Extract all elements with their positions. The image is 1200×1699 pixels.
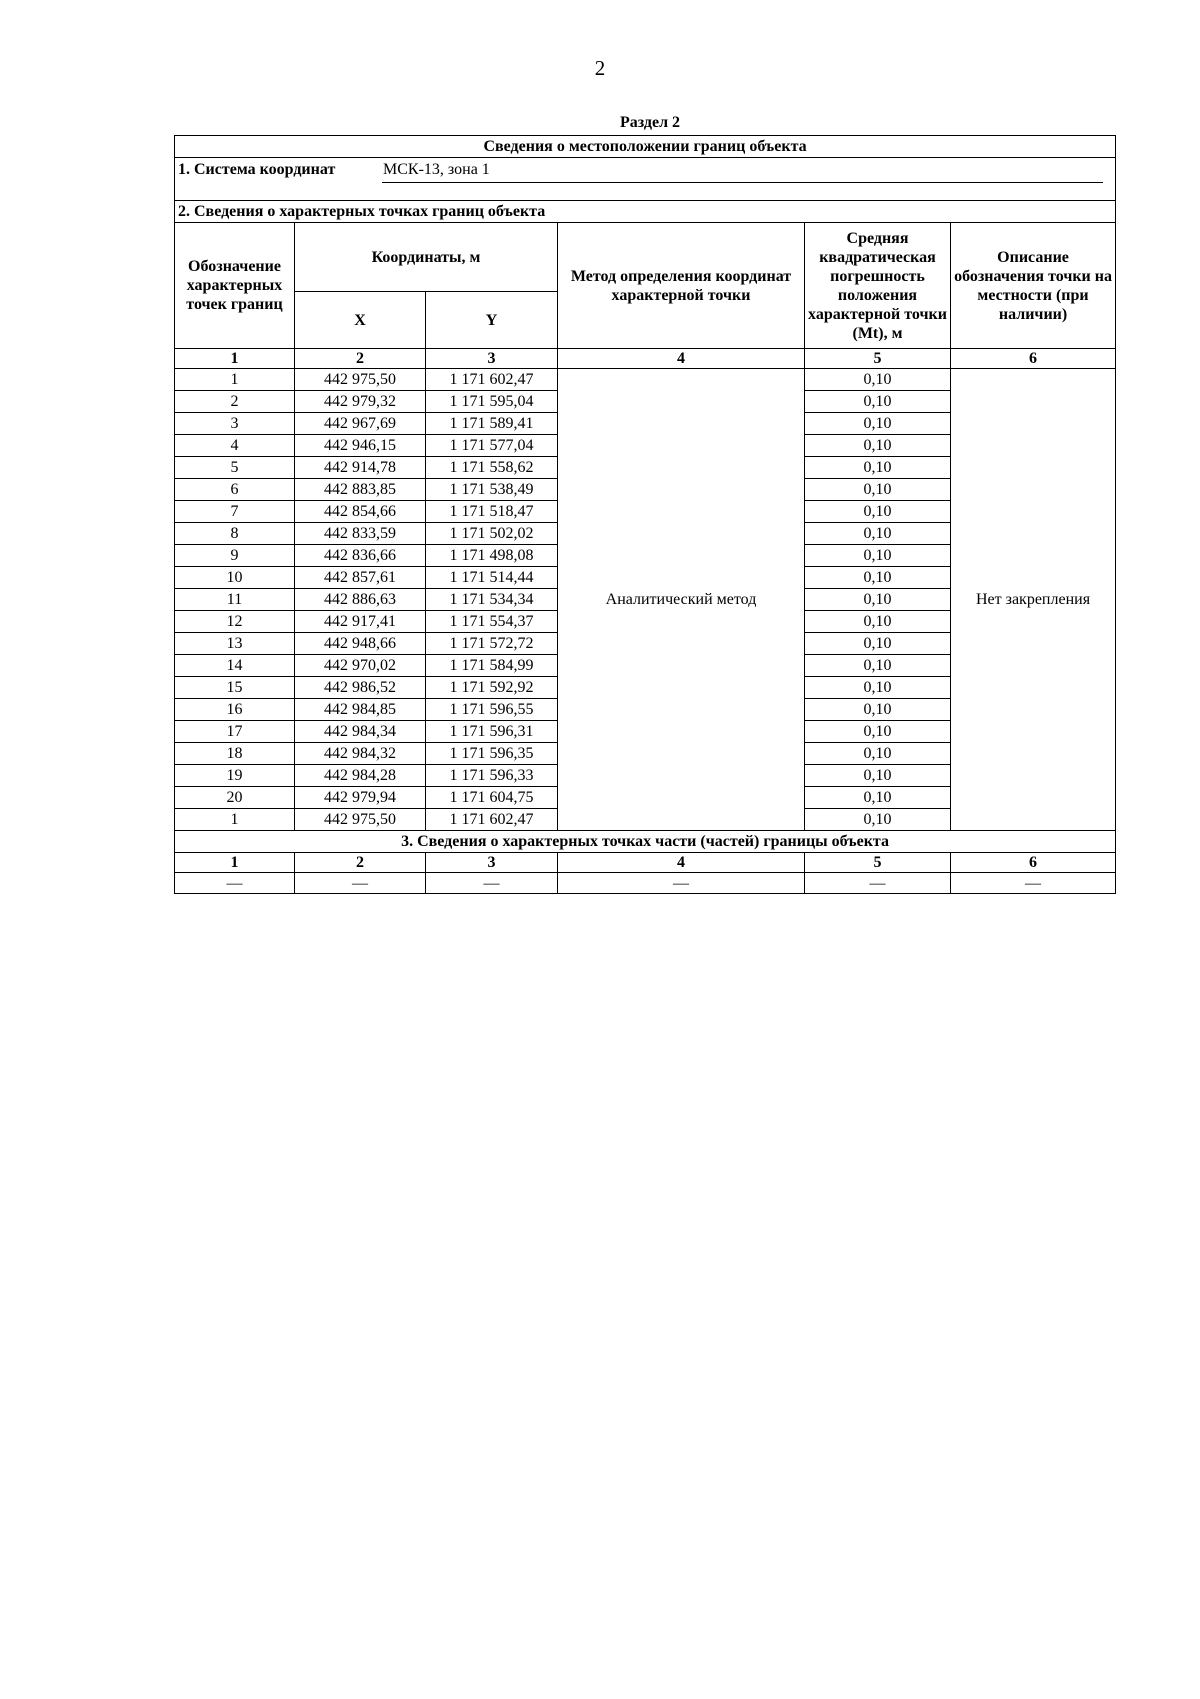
point-number: 6 — [175, 479, 295, 501]
part3-column-numbers-row — [175, 853, 1116, 873]
coord-x: 442 836,66 — [295, 545, 426, 567]
coord-y: 1 171 577,04 — [426, 435, 558, 457]
error-value: 0,10 — [805, 677, 951, 699]
coord-x: 442 984,34 — [295, 721, 426, 743]
coord-x: 442 967,69 — [295, 413, 426, 435]
coord-x: 442 883,85 — [295, 479, 426, 501]
page-number: 2 — [594, 56, 606, 80]
point-number: 13 — [175, 633, 295, 655]
column-number: 2 — [295, 349, 426, 369]
coord-y: 1 171 558,62 — [426, 457, 558, 479]
empty-value: — — [175, 873, 295, 894]
column-number: 6 — [951, 349, 1116, 369]
point-number: 4 — [175, 435, 295, 457]
header-error: Средняя квадратическая погрешность положения характерной точки (Mt), м — [805, 223, 951, 349]
error-value: 0,10 — [805, 655, 951, 677]
method-cell: Аналитический метод — [558, 369, 805, 831]
column-number: 3 — [426, 853, 558, 873]
column-number: 4 — [558, 349, 805, 369]
point-number: 20 — [175, 787, 295, 809]
point-number: 12 — [175, 611, 295, 633]
coord-system-cell — [175, 158, 1116, 201]
column-numbers-row — [175, 349, 1116, 369]
error-value: 0,10 — [805, 435, 951, 457]
coord-y: 1 171 596,31 — [426, 721, 558, 743]
boundary-table-wrapper — [174, 135, 1115, 894]
empty-value: — — [805, 873, 951, 894]
point-number: 16 — [175, 699, 295, 721]
coord-y: 1 171 518,47 — [426, 501, 558, 523]
header-method: Метод определения координат характерной точки — [558, 223, 805, 349]
coord-y: 1 171 596,35 — [426, 743, 558, 765]
coord-y: 1 171 498,08 — [426, 545, 558, 567]
coord-x: 442 975,50 — [295, 809, 426, 831]
column-number: 3 — [426, 349, 558, 369]
point-number: 5 — [175, 457, 295, 479]
point-number: 11 — [175, 589, 295, 611]
point-number: 1 — [175, 369, 295, 391]
error-value: 0,10 — [805, 809, 951, 831]
column-number: 4 — [558, 853, 805, 873]
empty-value: — — [951, 873, 1116, 894]
coord-y: 1 171 514,44 — [426, 567, 558, 589]
description-cell: Нет закрепления — [951, 369, 1116, 831]
section-title: Раздел 2 — [619, 114, 681, 131]
coord-x: 442 979,32 — [295, 391, 426, 413]
error-value: 0,10 — [805, 589, 951, 611]
error-value: 0,10 — [805, 545, 951, 567]
coord-y: 1 171 592,92 — [426, 677, 558, 699]
error-value: 0,10 — [805, 743, 951, 765]
coord-y: 1 171 595,04 — [426, 391, 558, 413]
empty-value: — — [295, 873, 426, 894]
error-value: 0,10 — [805, 391, 951, 413]
coord-x: 442 946,15 — [295, 435, 426, 457]
coord-x: 442 886,63 — [295, 589, 426, 611]
coord-x: 442 984,32 — [295, 743, 426, 765]
coord-y: 1 171 604,75 — [426, 787, 558, 809]
coord-x: 442 833,59 — [295, 523, 426, 545]
coord-x: 442 917,41 — [295, 611, 426, 633]
error-value: 0,10 — [805, 457, 951, 479]
point-number: 15 — [175, 677, 295, 699]
header-coords: Координаты, м — [295, 223, 558, 292]
point-number: 9 — [175, 545, 295, 567]
coord-x: 442 979,94 — [295, 787, 426, 809]
column-number: 2 — [295, 853, 426, 873]
error-value: 0,10 — [805, 699, 951, 721]
point-number: 1 — [175, 809, 295, 831]
point-number: 2 — [175, 391, 295, 413]
coord-x: 442 984,85 — [295, 699, 426, 721]
error-value: 0,10 — [805, 523, 951, 545]
part2-title: 2. Сведения о характерных точках границ объекта — [175, 201, 1116, 223]
point-number: 3 — [175, 413, 295, 435]
coord-x: 442 948,66 — [295, 633, 426, 655]
error-value: 0,10 — [805, 567, 951, 589]
coord-y: 1 171 602,47 — [426, 369, 558, 391]
error-value: 0,10 — [805, 765, 951, 787]
error-value: 0,10 — [805, 479, 951, 501]
coord-y: 1 171 602,47 — [426, 809, 558, 831]
column-number: 1 — [175, 349, 295, 369]
coord-x: 442 984,28 — [295, 765, 426, 787]
column-number: 1 — [175, 853, 295, 873]
coord-system-label: 1. Система координат — [178, 161, 336, 178]
part3-empty-row — [175, 873, 1116, 894]
column-number: 5 — [805, 853, 951, 873]
error-value: 0,10 — [805, 501, 951, 523]
boundary-table — [174, 135, 1116, 894]
point-number: 19 — [175, 765, 295, 787]
coord-x: 442 970,02 — [295, 655, 426, 677]
coord-y: 1 171 589,41 — [426, 413, 558, 435]
part3-title: 3. Сведения о характерных точках части (частей) границы объекта — [175, 831, 1116, 853]
point-number: 14 — [175, 655, 295, 677]
error-value: 0,10 — [805, 611, 951, 633]
coord-x: 442 857,61 — [295, 567, 426, 589]
header-y: Y — [426, 292, 558, 349]
point-number: 18 — [175, 743, 295, 765]
coord-y: 1 171 572,72 — [426, 633, 558, 655]
coord-y: 1 171 554,37 — [426, 611, 558, 633]
error-value: 0,10 — [805, 369, 951, 391]
error-value: 0,10 — [805, 721, 951, 743]
coord-y: 1 171 538,49 — [426, 479, 558, 501]
coord-y: 1 171 596,55 — [426, 699, 558, 721]
error-value: 0,10 — [805, 413, 951, 435]
coord-y: 1 171 534,34 — [426, 589, 558, 611]
table-row — [175, 369, 1116, 391]
point-number: 8 — [175, 523, 295, 545]
header-description: Описание обозначения точки на местности (при наличии) — [951, 223, 1116, 349]
coord-y: 1 171 596,33 — [426, 765, 558, 787]
error-value: 0,10 — [805, 787, 951, 809]
coord-x: 442 854,66 — [295, 501, 426, 523]
coord-y: 1 171 584,99 — [426, 655, 558, 677]
coord-x: 442 914,78 — [295, 457, 426, 479]
column-number: 5 — [805, 349, 951, 369]
point-number: 10 — [175, 567, 295, 589]
error-value: 0,10 — [805, 633, 951, 655]
coord-y: 1 171 502,02 — [426, 523, 558, 545]
coord-system-underline — [382, 179, 1103, 183]
header-x: X — [295, 292, 426, 349]
coord-system-value: МСК-13, зона 1 — [383, 161, 490, 178]
coord-x: 442 975,50 — [295, 369, 426, 391]
point-number: 7 — [175, 501, 295, 523]
table-title: Сведения о местоположении границ объекта — [175, 136, 1116, 158]
coord-x: 442 986,52 — [295, 677, 426, 699]
point-number: 17 — [175, 721, 295, 743]
header-point: Обозначение характерных точек границ — [175, 223, 295, 349]
column-number: 6 — [951, 853, 1116, 873]
empty-value: — — [558, 873, 805, 894]
empty-value: — — [426, 873, 558, 894]
